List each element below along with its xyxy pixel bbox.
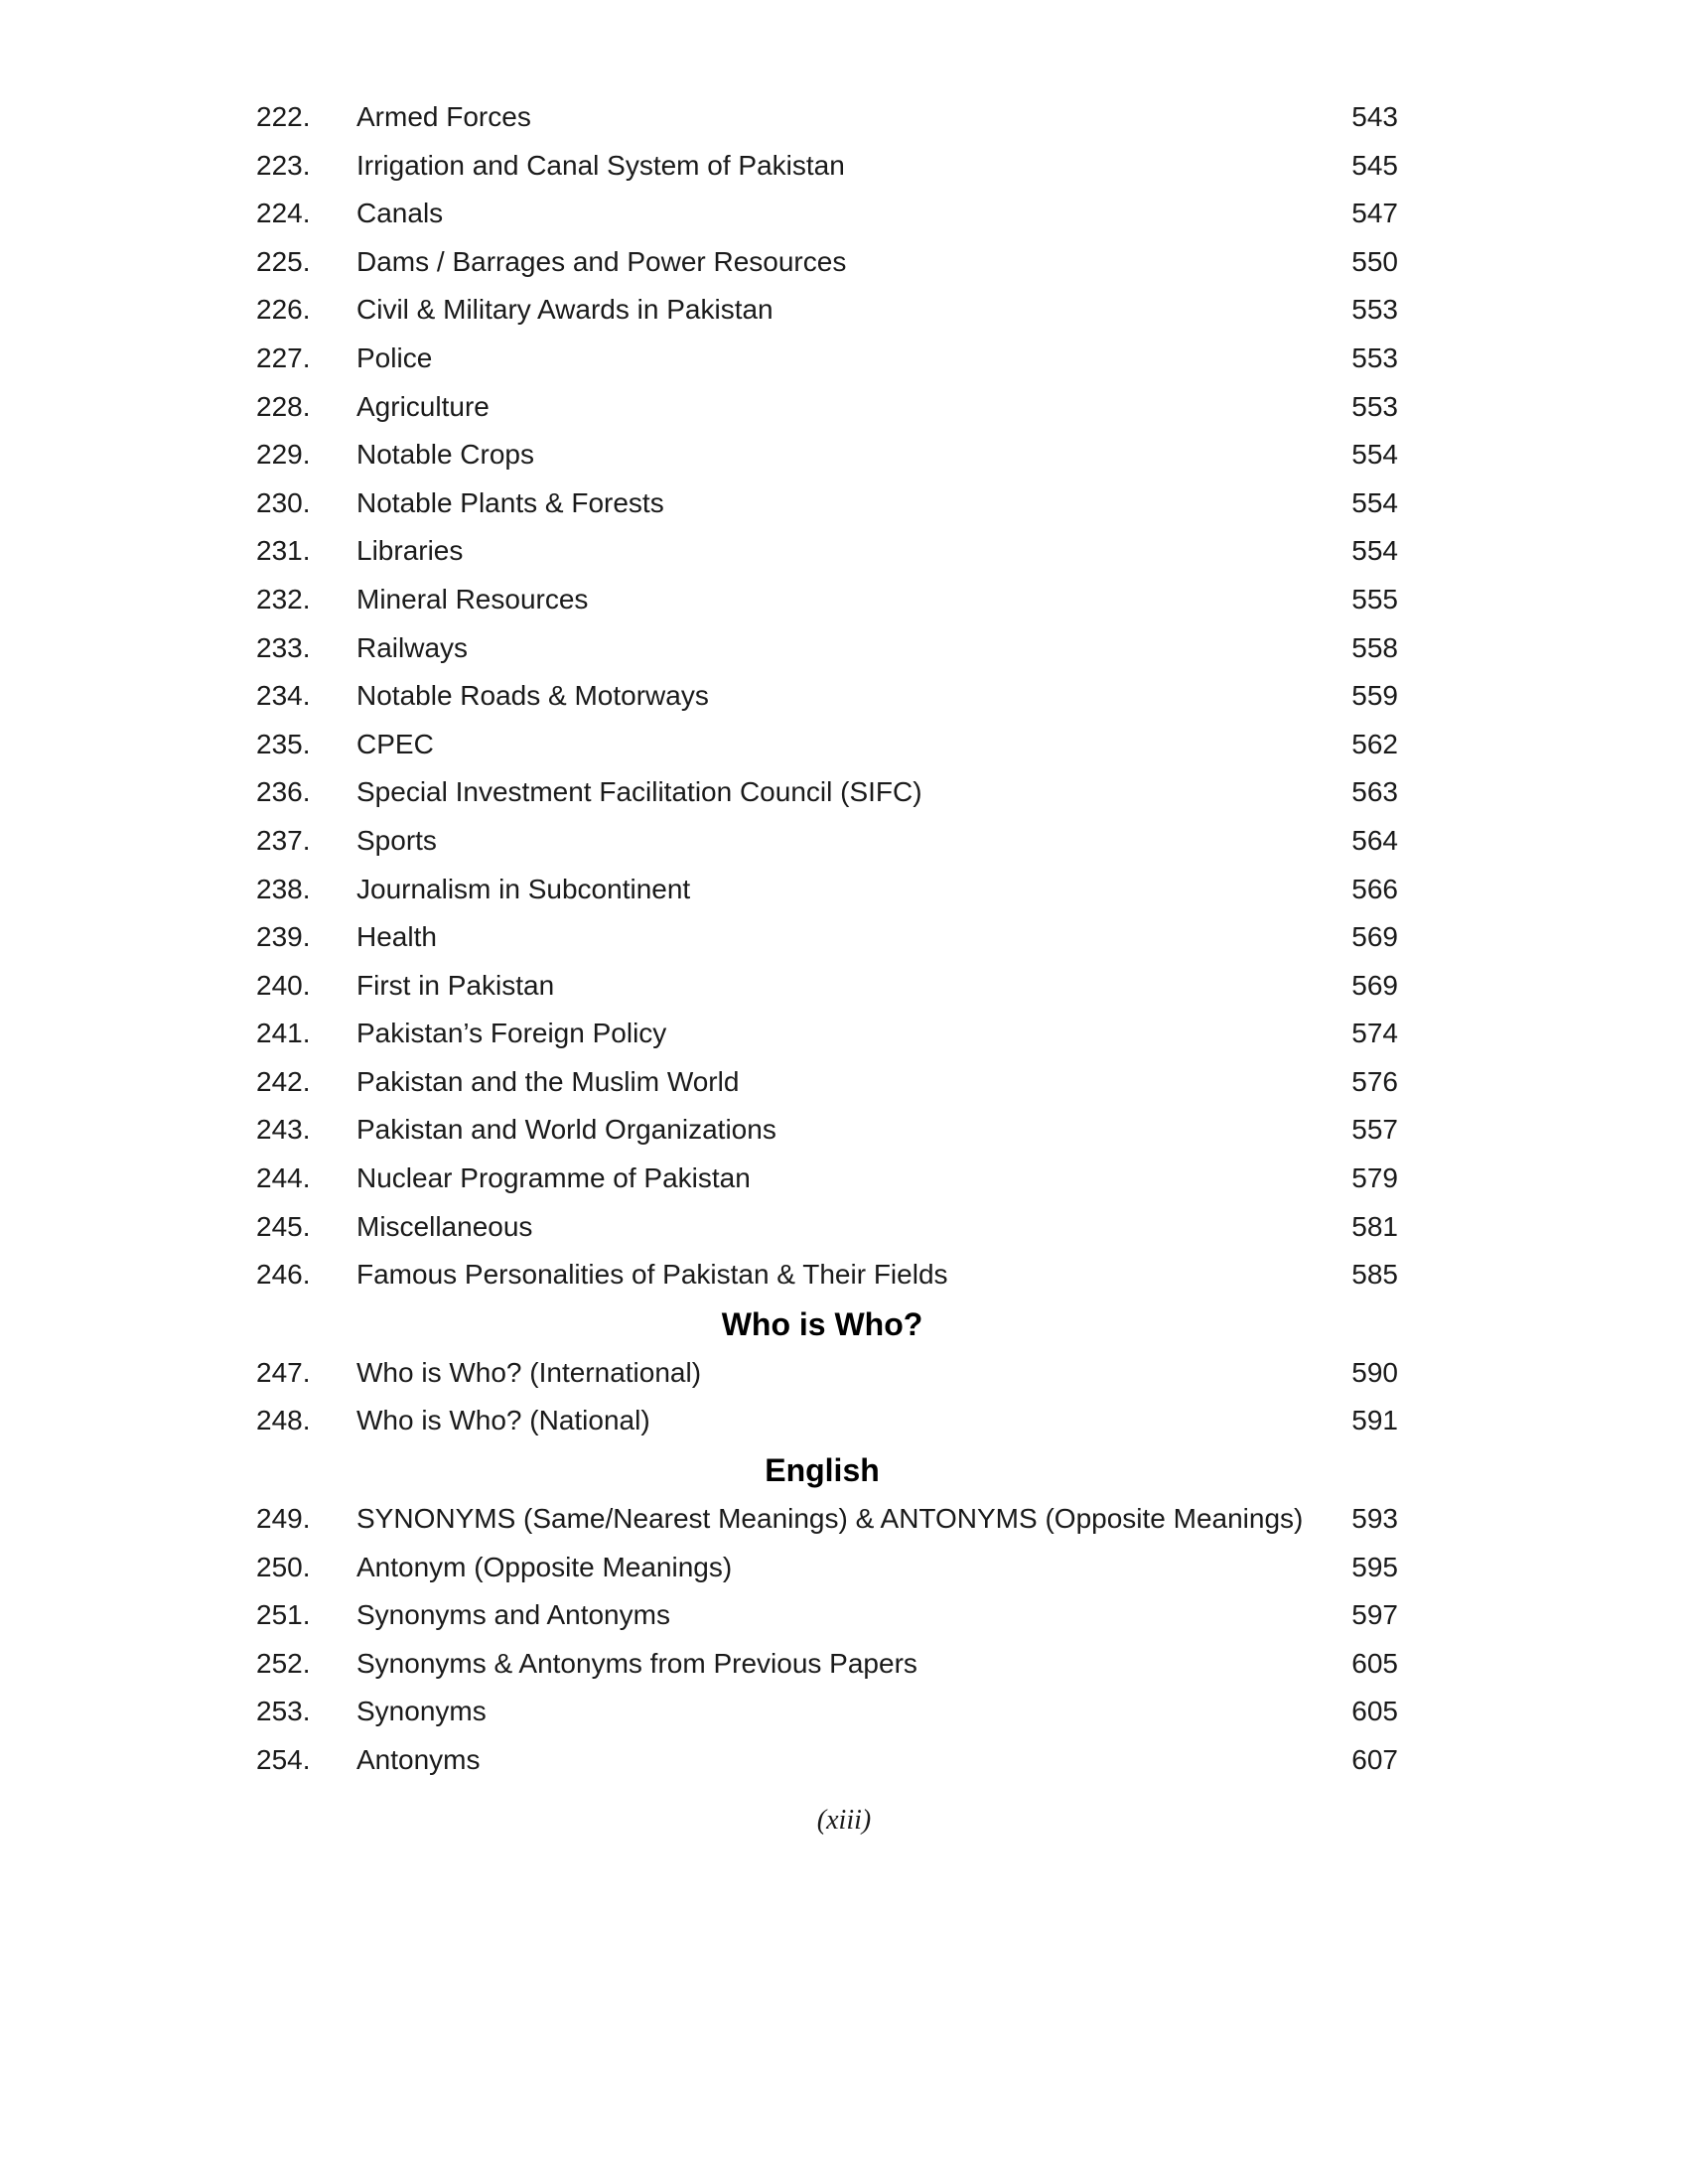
toc-entry-number: 245. xyxy=(256,1210,311,1242)
toc-entry-page: 558 xyxy=(1351,631,1398,663)
toc-entry-number: 223. xyxy=(256,149,311,181)
toc-entry xyxy=(256,335,1398,383)
toc-entry-page: 574 xyxy=(1351,1018,1398,1049)
toc-entry-number: 233. xyxy=(256,631,311,663)
toc-entry xyxy=(256,1010,1398,1058)
toc-entry-page: 545 xyxy=(1351,149,1398,181)
toc-entry-page: 554 xyxy=(1351,486,1398,518)
toc-entry-title: Journalism in Subcontinent xyxy=(356,873,691,904)
toc-entry xyxy=(256,768,1398,817)
toc-entry xyxy=(256,624,1398,673)
toc-entry-number: 238. xyxy=(256,873,311,904)
toc-entry-title: First in Pakistan xyxy=(356,969,555,1001)
toc-entry xyxy=(256,1640,1398,1689)
toc-entry-number: 241. xyxy=(256,1018,311,1049)
toc-entry-page: 550 xyxy=(1351,245,1398,277)
section-heading: Who is Who? xyxy=(721,1305,923,1342)
toc-entry-number: 231. xyxy=(256,535,311,567)
toc-entry-page: 579 xyxy=(1351,1162,1398,1194)
toc-entry-title: Synonyms xyxy=(356,1696,487,1727)
toc-entry-page: 581 xyxy=(1351,1210,1398,1242)
toc-entry xyxy=(256,576,1398,624)
toc-entry-title: Who is Who? (National) xyxy=(356,1405,650,1436)
toc-entry-number: 246. xyxy=(256,1259,311,1291)
toc-entry xyxy=(256,866,1398,914)
toc-entry-page: 553 xyxy=(1351,341,1398,373)
toc-entry-page: 554 xyxy=(1351,439,1398,471)
toc-entry-number: 224. xyxy=(256,198,311,229)
toc-entry xyxy=(256,1688,1398,1736)
toc-entry xyxy=(256,672,1398,721)
toc-entry xyxy=(256,817,1398,866)
toc-entry xyxy=(256,1203,1398,1252)
toc-entry-number: 236. xyxy=(256,776,311,808)
toc-entry-number: 252. xyxy=(256,1647,311,1679)
toc-entry-page: 564 xyxy=(1351,824,1398,856)
toc-entry xyxy=(256,142,1398,191)
toc-entry-title: Pakistan’s Foreign Policy xyxy=(356,1018,667,1049)
toc-entry-number: 230. xyxy=(256,486,311,518)
toc-entry xyxy=(256,1495,1398,1544)
toc-entry-page: 569 xyxy=(1351,969,1398,1001)
toc-entry-page: 605 xyxy=(1351,1696,1398,1727)
toc-entry-page: 553 xyxy=(1351,390,1398,422)
toc-entry-number: 225. xyxy=(256,245,311,277)
toc-entry-title: Antonyms xyxy=(356,1744,481,1775)
toc-entry-page: 554 xyxy=(1351,535,1398,567)
toc-entry-title: Irrigation and Canal System of Pakistan xyxy=(356,149,845,181)
toc-entry-page: 591 xyxy=(1351,1405,1398,1436)
toc-entry-title: Civil & Military Awards in Pakistan xyxy=(356,294,774,326)
toc-entry-title: Synonyms & Antonyms from Previous Papers xyxy=(356,1647,917,1679)
toc-entry xyxy=(256,190,1398,238)
toc-entry-page: 605 xyxy=(1351,1647,1398,1679)
toc-entry xyxy=(256,431,1398,479)
toc-entry-page: 566 xyxy=(1351,873,1398,904)
toc-entry-page: 595 xyxy=(1351,1551,1398,1582)
toc-entry-title: Special Investment Facilitation Council (SIFC) xyxy=(356,776,922,808)
toc-entry xyxy=(256,93,1398,142)
toc-entry-number: 228. xyxy=(256,390,311,422)
toc-entry-title: Who is Who? (International) xyxy=(356,1356,702,1388)
section-heading: English xyxy=(765,1452,880,1489)
toc-entry-title: Nuclear Programme of Pakistan xyxy=(356,1162,751,1194)
toc-entry-number: 229. xyxy=(256,439,311,471)
toc-entry-number: 249. xyxy=(256,1503,311,1535)
toc-entry-title: Armed Forces xyxy=(356,101,531,132)
toc-entry-number: 239. xyxy=(256,921,311,953)
toc-entry xyxy=(256,1058,1398,1107)
toc-entry-page: 543 xyxy=(1351,101,1398,132)
toc-entry-title: Notable Crops xyxy=(356,439,534,471)
toc-entry-page: 557 xyxy=(1351,1114,1398,1146)
toc-entry-title: Libraries xyxy=(356,535,464,567)
toc-entry-page: 555 xyxy=(1351,583,1398,614)
toc-entry-title: Canals xyxy=(356,198,444,229)
toc-entry-page: 547 xyxy=(1351,198,1398,229)
toc-entry xyxy=(256,527,1398,576)
toc-entry xyxy=(256,238,1398,287)
toc-entry-page: 562 xyxy=(1351,728,1398,759)
toc-entry-title: Pakistan and the Muslim World xyxy=(356,1065,740,1097)
toc-entry-number: 247. xyxy=(256,1356,311,1388)
toc-entry xyxy=(256,1736,1398,1785)
toc-entry-title: Dams / Barrages and Power Resources xyxy=(356,245,847,277)
toc-entry-number: 227. xyxy=(256,341,311,373)
toc-entry-title: Railways xyxy=(356,631,469,663)
page-number-footer: (xiii) xyxy=(816,1805,872,1836)
toc-entry-page: 576 xyxy=(1351,1065,1398,1097)
toc-entry xyxy=(256,1591,1398,1640)
toc-entry xyxy=(256,1397,1398,1445)
toc-entry-title: Notable Plants & Forests xyxy=(356,486,664,518)
toc-entry-page: 553 xyxy=(1351,294,1398,326)
toc-entry-title: Miscellaneous xyxy=(356,1210,533,1242)
toc-entry-page: 559 xyxy=(1351,680,1398,712)
toc-entry-number: 251. xyxy=(256,1599,311,1631)
toc-entry-number: 222. xyxy=(256,101,311,132)
toc-entry-number: 226. xyxy=(256,294,311,326)
toc-entry xyxy=(256,1349,1398,1398)
toc-entry-page: 607 xyxy=(1351,1744,1398,1775)
toc-entry-title: SYNONYMS (Same/Nearest Meanings) & ANTONYMS (Opposite Meanings) xyxy=(356,1503,1304,1535)
toc-entry-title: Mineral Resources xyxy=(356,583,589,614)
toc-entry-title: CPEC xyxy=(356,728,434,759)
toc-entry-number: 235. xyxy=(256,728,311,759)
toc-entry-page: 597 xyxy=(1351,1599,1398,1631)
toc-entry-title: Notable Roads & Motorways xyxy=(356,680,709,712)
toc-entry xyxy=(256,1544,1398,1592)
toc-entry xyxy=(256,1106,1398,1155)
toc-entry-number: 248. xyxy=(256,1405,311,1436)
toc-entry-page: 590 xyxy=(1351,1356,1398,1388)
toc-entry xyxy=(256,1155,1398,1203)
toc-entry-title: Pakistan and World Organizations xyxy=(356,1114,776,1146)
toc-entry-number: 253. xyxy=(256,1696,311,1727)
toc-entry-number: 254. xyxy=(256,1744,311,1775)
toc-entry xyxy=(256,913,1398,962)
toc-entry-title: Police xyxy=(356,341,433,373)
toc-entry-title: Health xyxy=(356,921,437,953)
toc-entry-page: 593 xyxy=(1351,1503,1398,1535)
toc-entry-number: 232. xyxy=(256,583,311,614)
toc-entry-title: Agriculture xyxy=(356,390,490,422)
toc-entry-number: 243. xyxy=(256,1114,311,1146)
toc-entry-title: Famous Personalities of Pakistan & Their Fields xyxy=(356,1259,948,1291)
toc-entry-title: Synonyms and Antonyms xyxy=(356,1599,670,1631)
toc-entry xyxy=(256,1251,1398,1299)
toc-entry-number: 244. xyxy=(256,1162,311,1194)
toc-entry xyxy=(256,286,1398,335)
toc-entry-number: 234. xyxy=(256,680,311,712)
toc-entry-page: 563 xyxy=(1351,776,1398,808)
toc-entry-number: 242. xyxy=(256,1065,311,1097)
toc-entry-number: 237. xyxy=(256,824,311,856)
toc-entry-page: 585 xyxy=(1351,1259,1398,1291)
toc-entry xyxy=(256,721,1398,769)
toc-entry-number: 240. xyxy=(256,969,311,1001)
toc-entry xyxy=(256,962,1398,1011)
toc-entry-title: Antonym (Opposite Meanings) xyxy=(356,1551,733,1582)
toc-entry-number: 250. xyxy=(256,1551,311,1582)
toc-entry-page: 569 xyxy=(1351,921,1398,953)
toc-entry-title: Sports xyxy=(356,824,437,856)
toc-entry xyxy=(256,479,1398,528)
toc-entry xyxy=(256,383,1398,432)
table-of-contents xyxy=(256,93,1398,1785)
